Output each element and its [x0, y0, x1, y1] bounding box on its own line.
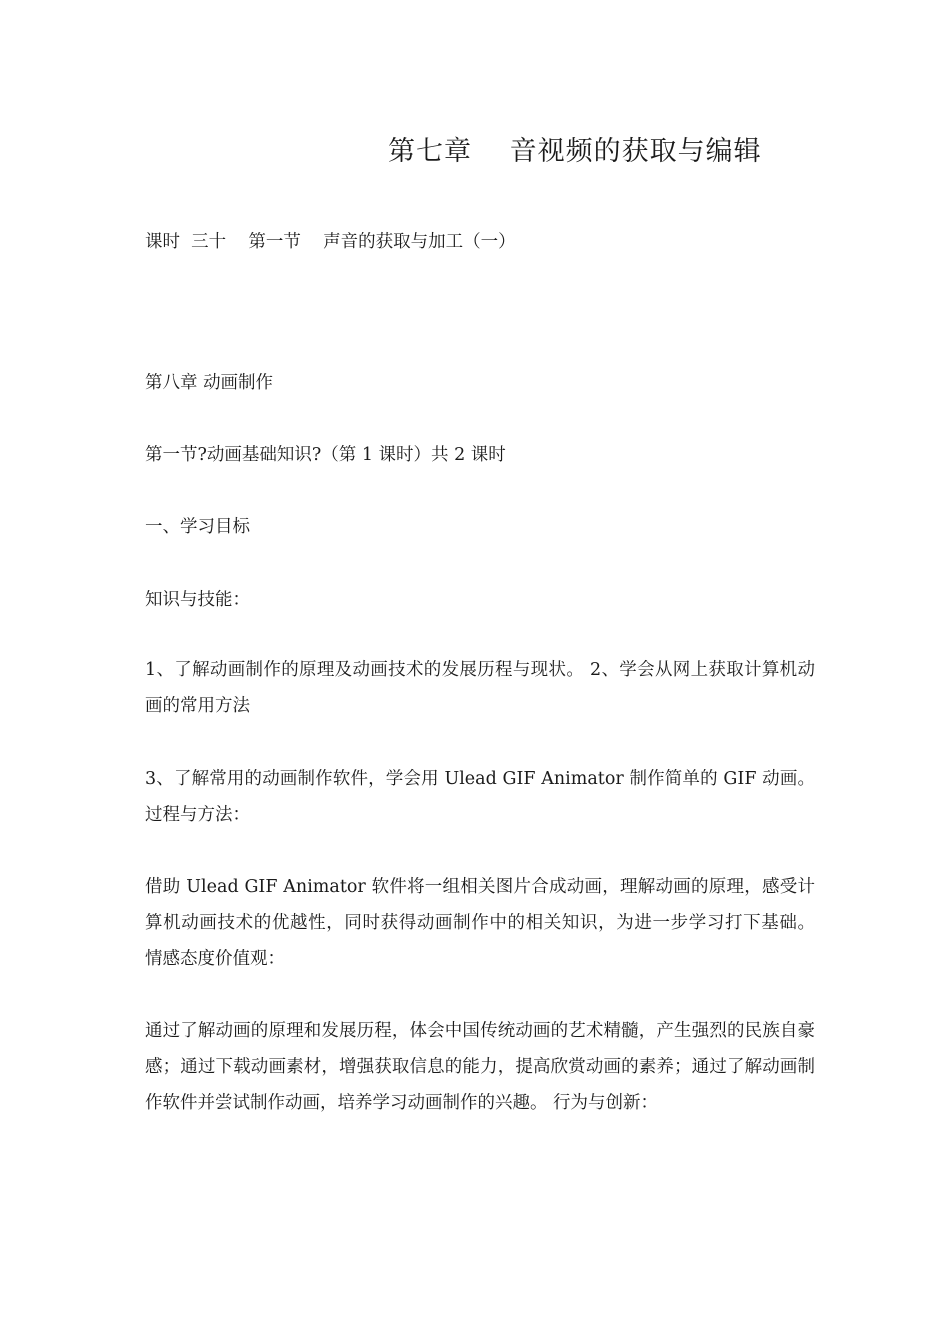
chapter-7-title: 第七章 音视频的获取与编辑 [388, 136, 762, 167]
knowledge-skills-heading: 知识与技能： [145, 590, 250, 610]
chapter-8-title: 第八章 动画制作 [145, 373, 274, 393]
lesson-line: 课时 三十 第一节 声音的获取与加工（一） [145, 232, 516, 252]
paragraph-goals-1-2: 1、了解动画制作的原理及动画技术的发展历程与现状。 2、学会从网上获取计算机动画的常用方法 [145, 660, 815, 716]
section-line: 第一节?动画基础知识?（第 1 课时）共 2 课时 [145, 445, 506, 465]
objectives-heading: 一、学习目标 [145, 517, 250, 537]
paragraph-goal-3: 3、了解常用的动画制作软件，学会用 Ulead GIF Animator 制作简单的 GIF 动画。 过程与方法： [145, 769, 815, 825]
paragraph-process-method: 借助 Ulead GIF Animator 软件将一组相关图片合成动画，理解动画的原理，感受计算机动画技术的优越性，同时获得动画制作中的相关知识，为进一步学习打下基础。 情感态度价值观： [145, 877, 815, 969]
paragraph-attitude-values: 通过了解动画的原理和发展历程，体会中国传统动画的艺术精髓，产生强烈的民族自豪感；通过下载动画素材，增强获取信息的能力，提高欣赏动画的素养；通过了解动画制作软件并尝试制作动画，培养学习动画制作的兴趣。 行为与创新： [145, 1021, 815, 1113]
